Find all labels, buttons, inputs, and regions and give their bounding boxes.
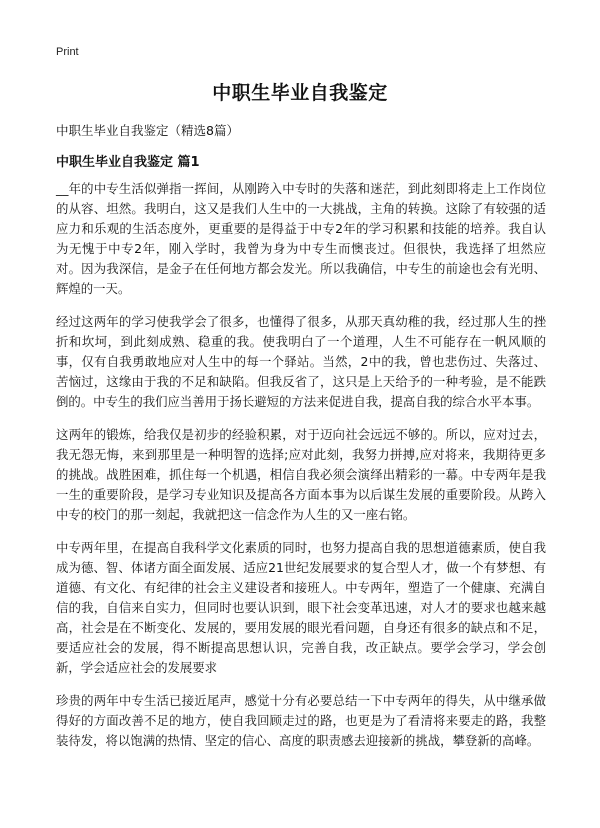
document-subtitle: 中职生毕业自我鉴定（精选8篇） bbox=[56, 123, 239, 138]
section-heading: 中职生毕业自我鉴定 篇1 bbox=[56, 155, 200, 170]
paragraph-1: __年的中专生活似弹指一挥间，从刚跨入中专时的失落和迷茫，到此刻即将走上工作岗位的从容、坦然。我明白，这又是我们人生中的一大挑战，主角的转换。这除了有较强的适应力和乐观的生活态度外，更重要的是得益于中专2年的学习积累和技能的培养。我自认为无愧于中专2年，刚入学时，我曾为身为中专生而懊丧过。但很快，我选择了坦然应对。因为我深信，是金子在任何地方都会发光。所以我确信，中专生的前途也会有光明、辉煌的一天。 bbox=[56, 181, 546, 296]
print-link[interactable]: Print bbox=[56, 46, 79, 58]
paragraph-3: 这两年的锻炼，给我仅是初步的经验积累，对于迈向社会远远不够的。所以，应对过去，我无怨无悔，来到那里是一种明智的选择;应对此刻，我努力拼搏,应对将来，我期待更多的挑战。战胜困难，抓住每一个机遇，相信自我必须会演绎出精彩的一幕。中专两年是我一生的重要阶段，是学习专业知识及提高各方面本事为以后谋生发展的重要阶段。从跨入中专的校门的那一刻起，我就把这一信念作为人生的又一座右铭。 bbox=[56, 427, 546, 522]
page-title: 中职生毕业自我鉴定 bbox=[212, 82, 388, 104]
paragraph-5: 珍贵的两年中专生活已接近尾声，感觉十分有必要总结一下中专两年的得失，从中继承做得好的方面改善不足的地方，使自我回顾走过的路，也更是为了看清将来要走的路，我整装待发，将以饱满的热情、坚定的信心、高度的职责感去迎接新的挑战，攀登新的高峰。 bbox=[56, 693, 546, 748]
paragraph-4: 中专两年里，在提高自我科学文化素质的同时，也努力提高自我的思想道德素质，使自我成为德、智、体诸方面全面发展、适应21世纪发展要求的复合型人才，做一个有梦想、有道德、有文化、有纪律的社会主义建设者和接班人。中专两年，塑造了一个健康、充满自信的我，自信来自实力，但同时也要认识到，眼下社会变革迅速，对人才的要求也越来越高，社会是在不断变化、发展的，要用发展的眼光看问题，自身还有很多的缺点和不足，要适应社会的发展，得不断提高思想认识，完善自我，改正缺点。要学会学习，学会创新，学会适应社会的发展要求 bbox=[56, 540, 546, 675]
paragraph-2: 经过这两年的学习使我学会了很多，也懂得了很多，从那天真幼稚的我，经过那人生的挫折和坎坷，到此刻成熟、稳重的我。使我明白了一个道理，人生不可能存在一帆风顺的事，仅有自我勇敢地应对人生中的每一个驿站。当然，2中的我，曾也悲伤过、失落过、苦恼过，这缘由于我的不足和缺陷。但我反省了，这只是上天给予的一种考验，是不能跌倒的。中专生的我们应当善用于扬长避短的方法来促进自我，提高自我的综合水平本事。 bbox=[56, 314, 546, 409]
article-body bbox=[56, 179, 546, 764]
